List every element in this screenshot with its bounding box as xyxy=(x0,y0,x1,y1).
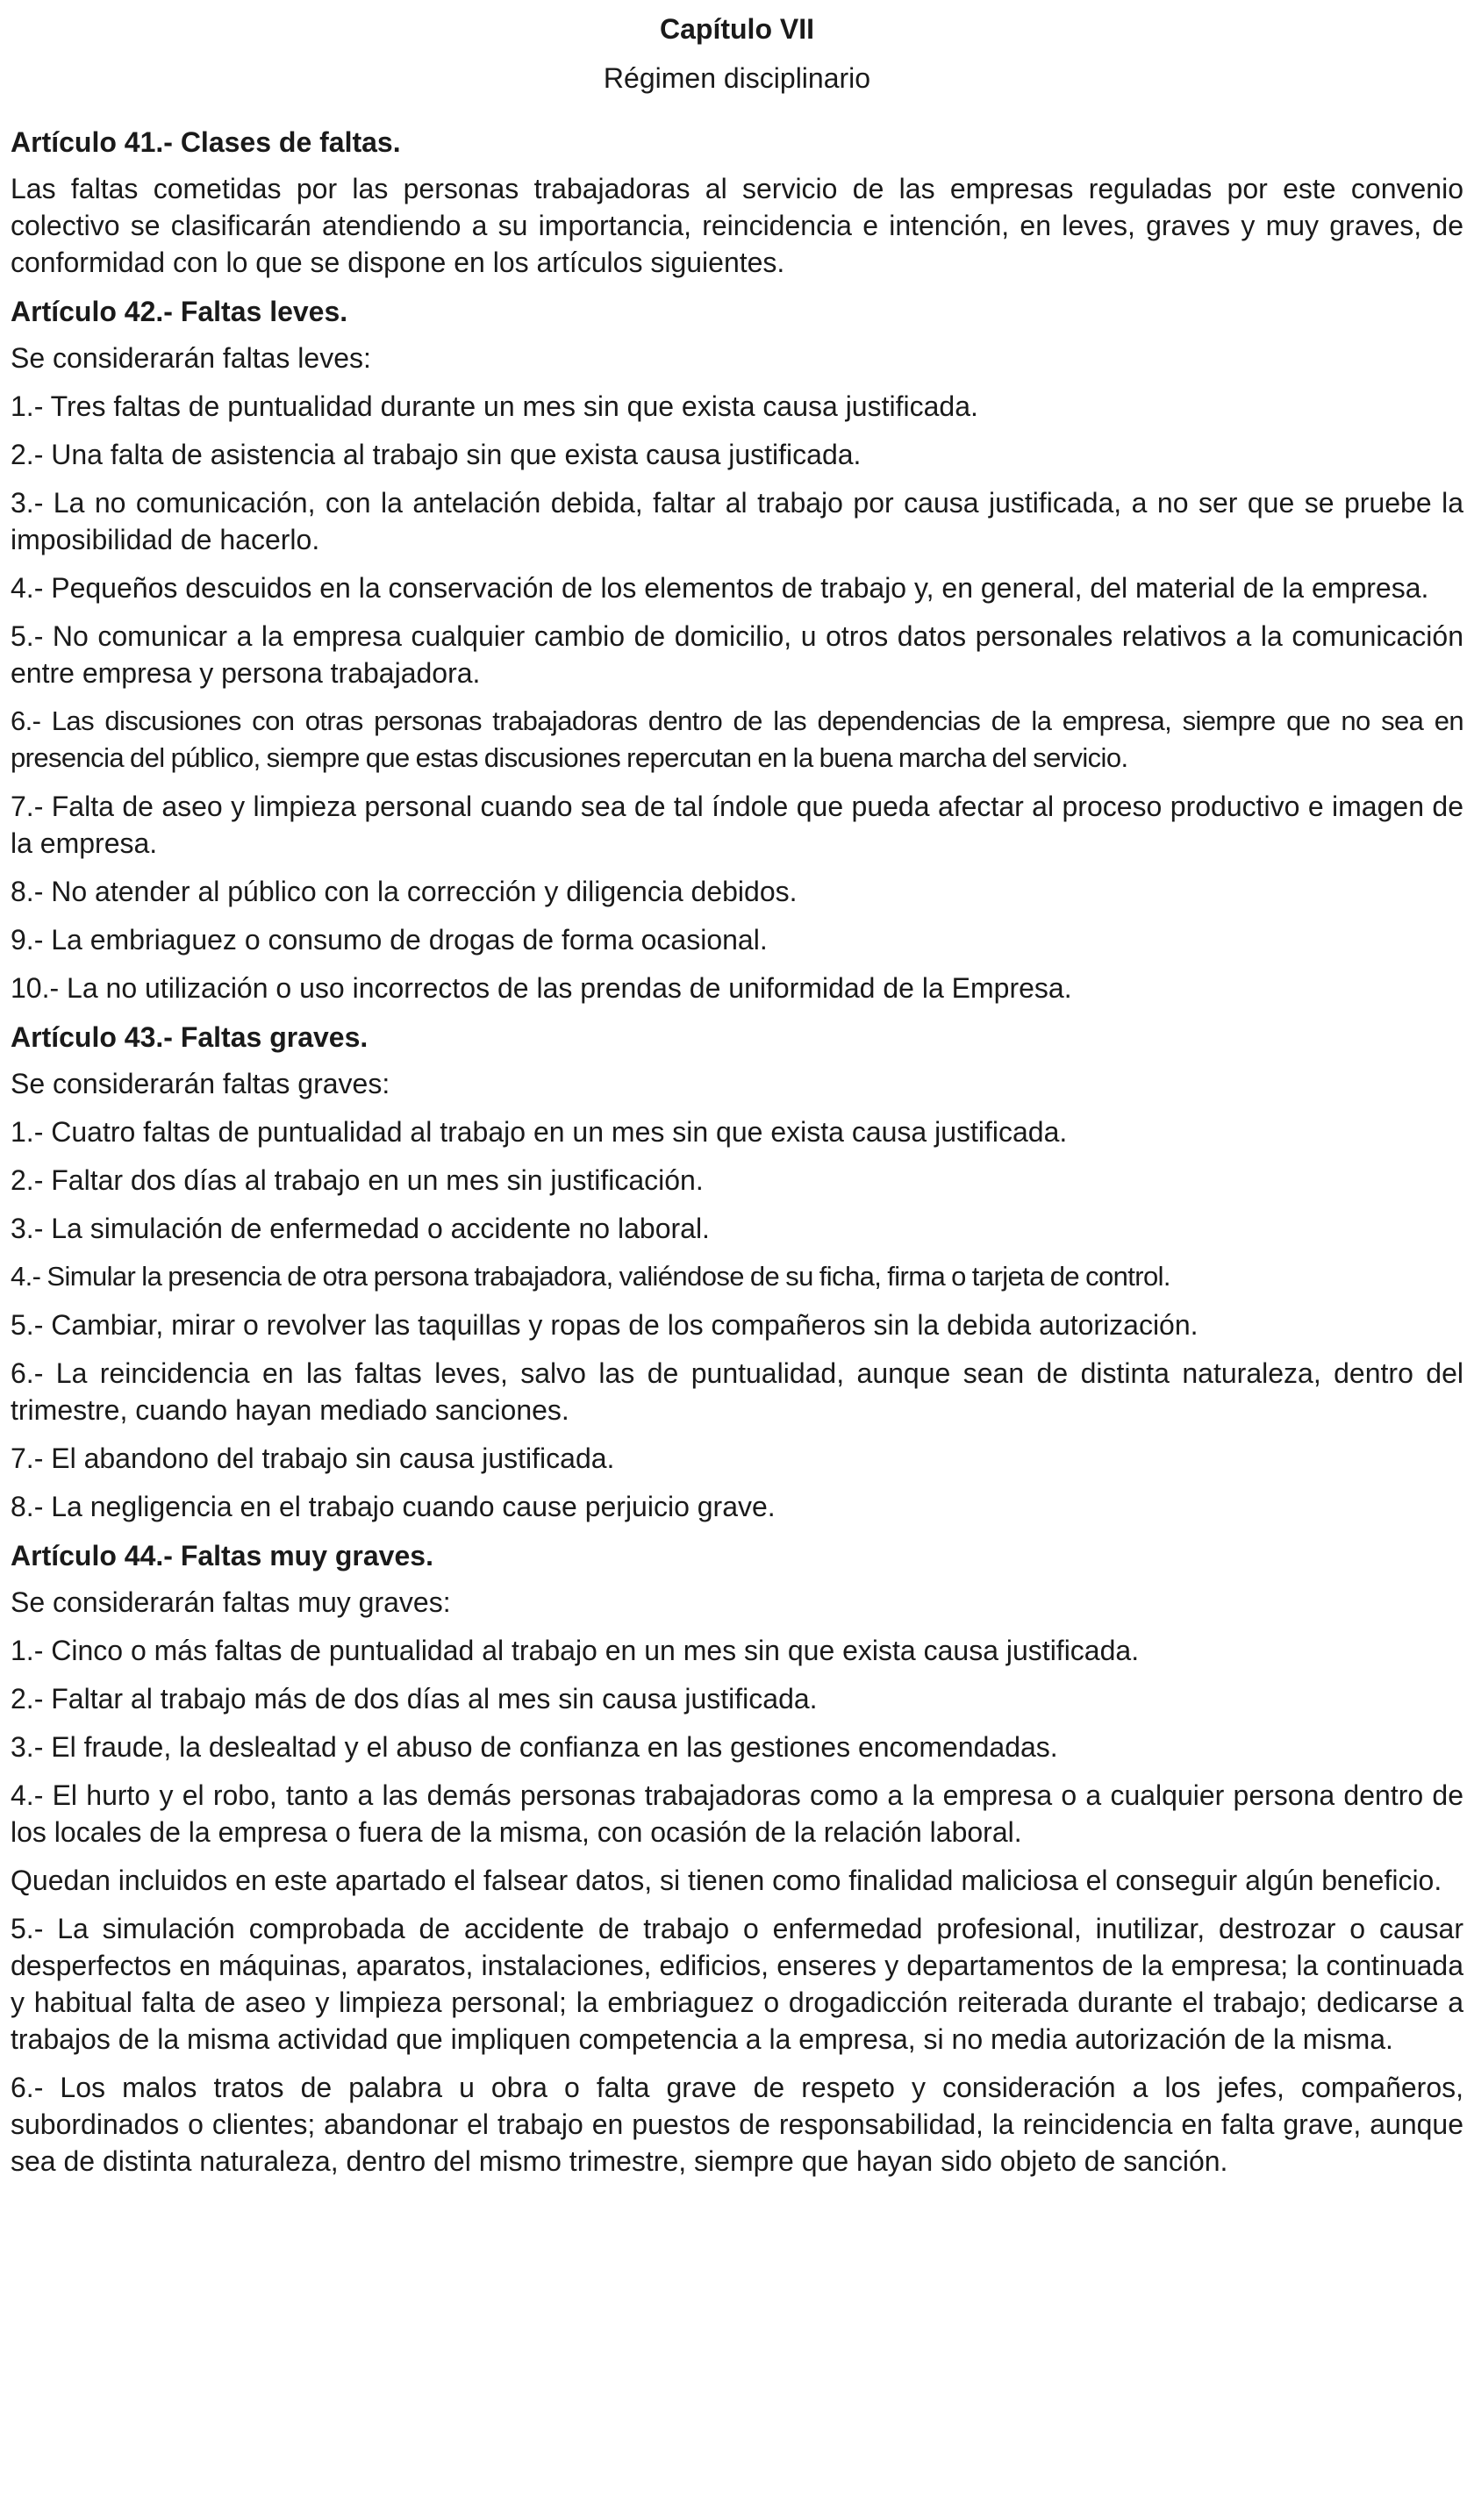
list-item: 5.- No comunicar a la empresa cualquier cambio de domicilio, u otros datos personales relativos a la comunicación entre empresa y persona trabajadora. xyxy=(11,620,1463,689)
list-item: 3.- La no comunicación, con la antelación debida, faltar al trabajo por causa justificada, a no ser que se pruebe la imposibilidad de hacerlo. xyxy=(11,487,1463,555)
list-item: 1.- Tres faltas de puntualidad durante un mes sin que exista causa justificada. xyxy=(11,390,978,422)
list-item: 3.- El fraude, la deslealtad y el abuso de confianza en las gestiones encomendadas. xyxy=(11,1731,1058,1763)
article-heading: Artículo 42.- Faltas leves. xyxy=(11,296,348,327)
article-43 xyxy=(11,1018,1463,1525)
list-item: 8.- No atender al público con la corrección y diligencia debidos. xyxy=(11,876,798,907)
list-item: 8.- La negligencia en el trabajo cuando cause perjuicio grave. xyxy=(11,1491,776,1522)
list-item: 4.- Simular la presencia de otra persona trabajadora, valiéndose de su ficha, firma o tarjeta de control. xyxy=(11,1261,1170,1292)
list-item: 7.- Falta de aseo y limpieza personal cuando sea de tal índole que pueda afectar al proceso productivo e imagen de la empresa. xyxy=(11,791,1463,859)
article-42 xyxy=(11,292,1463,1006)
list-item: 6.- Los malos tratos de palabra u obra o falta grave de respeto y consideración a los jefes, compañeros, subordinados o clientes; abandonar el trabajo en puestos de responsabilidad, la reincidencia en falta grave, aunque sea de distinta naturaleza, dentro del mismo trimestre, siempre que hayan sido objeto de sanción. xyxy=(11,2072,1463,2177)
list-item: 2.- Faltar al trabajo más de dos días al mes sin causa justificada. xyxy=(11,1683,818,1715)
article-heading: Artículo 43.- Faltas graves. xyxy=(11,1021,368,1053)
list-item: 2.- Una falta de asistencia al trabajo sin que exista causa justificada. xyxy=(11,439,862,470)
list-item: 7.- El abandono del trabajo sin causa justificada. xyxy=(11,1443,615,1474)
list-item: 4.- Pequeños descuidos en la conservación de los elementos de trabajo y, en general, del material de la empresa. xyxy=(11,572,1429,604)
list-item: 1.- Cuatro faltas de puntualidad al trabajo en un mes sin que exista causa justificada. xyxy=(11,1116,1068,1148)
list-item: Quedan incluidos en este apartado el falsear datos, si tienen como finalidad maliciosa el conseguir algún beneficio. xyxy=(11,1865,1442,1896)
list-item: 5.- Cambiar, mirar o revolver las taquillas y ropas de los compañeros sin la debida autorización. xyxy=(11,1309,1199,1341)
list-item: 4.- El hurto y el robo, tanto a las demás personas trabajadoras como a la empresa o a cualquier persona dentro de los locales de la empresa o fuera de la misma, con ocasión de la relación laboral. xyxy=(11,1779,1463,1848)
chapter-title: Capítulo VII xyxy=(660,13,814,45)
list-item: 2.- Faltar dos días al trabajo en un mes sin justificación. xyxy=(11,1164,704,1196)
list-item: 6.- La reincidencia en las faltas leves, salvo las de puntualidad, aunque sean de distinta naturaleza, dentro del trimestre, cuando hayan mediado sanciones. xyxy=(11,1357,1463,1426)
article-heading: Artículo 44.- Faltas muy graves. xyxy=(11,1540,433,1571)
article-paragraph: Se considerarán faltas graves: xyxy=(11,1068,390,1099)
article-paragraph: Las faltas cometidas por las personas trabajadoras al servicio de las empresas reguladas por este convenio colectivo se clasificarán atendiendo a su importancia, reincidencia e intención, en leves, graves y muy graves, de conformidad con lo que se dispone en los artículos siguientes. xyxy=(11,173,1463,278)
article-paragraph: Se considerarán faltas muy graves: xyxy=(11,1586,451,1618)
article-41 xyxy=(11,123,1463,281)
list-item: 1.- Cinco o más faltas de puntualidad al trabajo en un mes sin que exista causa justificada. xyxy=(11,1635,1140,1666)
article-44 xyxy=(11,1536,1463,2180)
list-item: 6.- Las discusiones con otras personas trabajadoras dentro de las dependencias de la empresa, siempre que no sea en presencia del público, siempre que estas discusiones repercutan en la buena marcha del servicio. xyxy=(11,705,1463,773)
article-heading: Artículo 41.- Clases de faltas. xyxy=(11,126,401,158)
chapter-subtitle: Régimen disciplinario xyxy=(603,62,871,94)
list-item: 10.- La no utilización o uso incorrectos de las prendas de uniformidad de la Empresa. xyxy=(11,972,1072,1004)
list-item: 9.- La embriaguez o consumo de drogas de forma ocasional. xyxy=(11,924,768,956)
list-item: 3.- La simulación de enfermedad o accidente no laboral. xyxy=(11,1213,710,1244)
article-paragraph: Se considerarán faltas leves: xyxy=(11,342,371,374)
list-item: 5.- La simulación comprobada de accidente de trabajo o enfermedad profesional, inutilizar, destrozar o causar desperfectos en máquinas, aparatos, instalaciones, edificios, enseres y departamentos de la empresa; la continuada y habitual falta de aseo y limpieza personal; la embriaguez o drogadicción reiterada durante el trabajo; dedicarse a trabajos de la misma actividad que impliquen competencia a la empresa, si no media autorización de la misma. xyxy=(11,1913,1463,2055)
